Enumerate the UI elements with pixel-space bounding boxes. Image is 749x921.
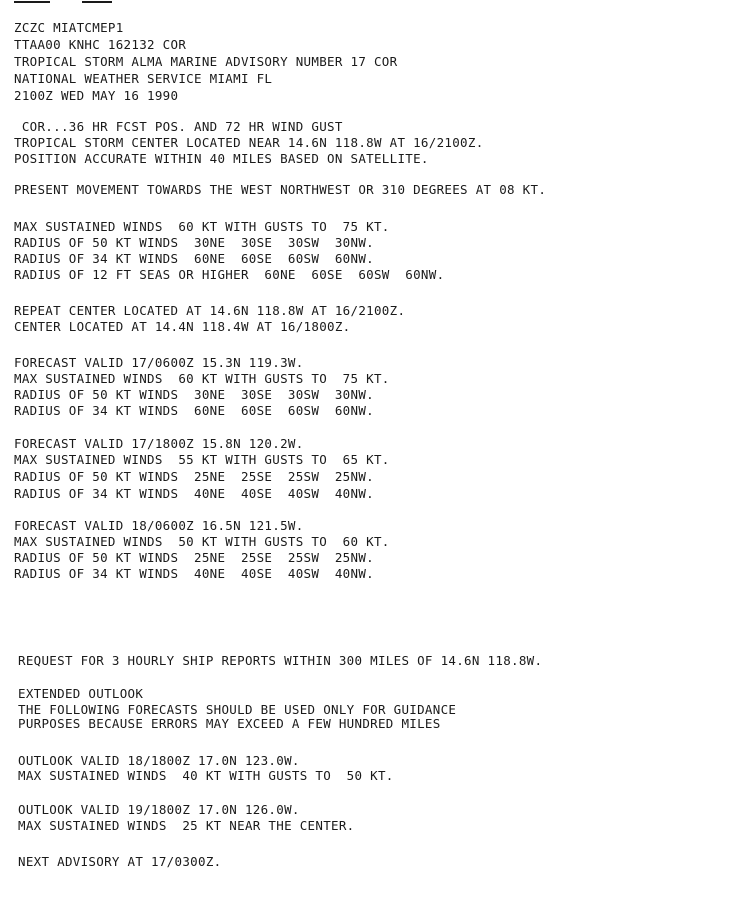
doc-line-current-radius-50: RADIUS OF 50 KT WINDS 30NE 30SE 30SW 30NW. [14, 235, 374, 250]
doc-line-current-radius-34: RADIUS OF 34 KT WINDS 60NE 60SE 60SW 60NW. [14, 251, 374, 266]
doc-line-ship-report-request: REQUEST FOR 3 HOURLY SHIP REPORTS WITHIN 300 MILES OF 14.6N 118.8W. [18, 653, 543, 668]
doc-line-advisory-title: TROPICAL STORM ALMA MARINE ADVISORY NUMBER 17 COR [14, 54, 398, 69]
doc-line-next-advisory: NEXT ADVISORY AT 17/0300Z. [18, 854, 222, 869]
doc-line-repeat-center: REPEAT CENTER LOCATED AT 14.6N 118.8W AT 16/2100Z. [14, 303, 406, 318]
doc-line-forecast-2-r50: RADIUS OF 50 KT WINDS 25NE 25SE 25SW 25NW. [14, 469, 374, 484]
doc-line-forecast-1-winds: MAX SUSTAINED WINDS 60 KT WITH GUSTS TO 75 KT. [14, 371, 390, 386]
doc-line-outlook-1-valid: OUTLOOK VALID 18/1800Z 17.0N 123.0W. [18, 753, 300, 768]
doc-line-forecast-1-r50: RADIUS OF 50 KT WINDS 30NE 30SE 30SW 30NW. [14, 387, 374, 402]
doc-line-issue-time: 2100Z WED MAY 16 1990 [14, 88, 179, 103]
doc-line-forecast-1-valid: FORECAST VALID 17/0600Z 15.3N 119.3W. [14, 355, 304, 370]
doc-line-forecast-1-r34: RADIUS OF 34 KT WINDS 60NE 60SE 60SW 60NW. [14, 403, 374, 418]
doc-line-forecast-2-winds: MAX SUSTAINED WINDS 55 KT WITH GUSTS TO 65 KT. [14, 452, 390, 467]
doc-line-extended-outlook: EXTENDED OUTLOOK [18, 686, 144, 701]
doc-line-forecast-2-valid: FORECAST VALID 17/1800Z 15.8N 120.2W. [14, 436, 304, 451]
doc-line-present-movement: PRESENT MOVEMENT TOWARDS THE WEST NORTHWEST OR 310 DEGREES AT 08 KT. [14, 182, 547, 197]
doc-line-center-location: TROPICAL STORM CENTER LOCATED NEAR 14.6N 118.8W AT 16/2100Z. [14, 135, 484, 150]
doc-line-header-ttaa: TTAA00 KNHC 162132 COR [14, 37, 187, 52]
cut-off-header-line [14, 0, 124, 3]
doc-line-guidance-note-1: THE FOLLOWING FORECASTS SHOULD BE USED ONLY FOR GUIDANCE [18, 702, 457, 717]
doc-line-forecast-3-winds: MAX SUSTAINED WINDS 50 KT WITH GUSTS TO 60 KT. [14, 534, 390, 549]
doc-line-current-max-winds: MAX SUSTAINED WINDS 60 KT WITH GUSTS TO 75 KT. [14, 219, 390, 234]
doc-line-position-accuracy: POSITION ACCURATE WITHIN 40 MILES BASED ON SATELLITE. [14, 151, 429, 166]
doc-line-correction-note: COR...36 HR FCST POS. AND 72 HR WIND GUST [14, 119, 343, 134]
doc-line-previous-center: CENTER LOCATED AT 14.4N 118.4W AT 16/1800Z. [14, 319, 351, 334]
doc-line-issuing-office: NATIONAL WEATHER SERVICE MIAMI FL [14, 71, 273, 86]
doc-line-header-zczc: ZCZC MIATCMEP1 [14, 20, 124, 35]
doc-line-outlook-2-valid: OUTLOOK VALID 19/1800Z 17.0N 126.0W. [18, 802, 300, 817]
doc-line-current-seas: RADIUS OF 12 FT SEAS OR HIGHER 60NE 60SE 60SW 60NW. [14, 267, 445, 282]
doc-line-forecast-3-r50: RADIUS OF 50 KT WINDS 25NE 25SE 25SW 25NW. [14, 550, 374, 565]
doc-line-forecast-3-r34: RADIUS OF 34 KT WINDS 40NE 40SE 40SW 40NW. [14, 566, 374, 581]
doc-line-outlook-2-winds: MAX SUSTAINED WINDS 25 KT NEAR THE CENTER. [18, 818, 355, 833]
doc-line-guidance-note-2: PURPOSES BECAUSE ERRORS MAY EXCEED A FEW HUNDRED MILES [18, 716, 441, 731]
doc-line-forecast-3-valid: FORECAST VALID 18/0600Z 16.5N 121.5W. [14, 518, 304, 533]
doc-line-forecast-2-r34: RADIUS OF 34 KT WINDS 40NE 40SE 40SW 40NW. [14, 486, 374, 501]
doc-line-outlook-1-winds: MAX SUSTAINED WINDS 40 KT WITH GUSTS TO 50 KT. [18, 768, 394, 783]
